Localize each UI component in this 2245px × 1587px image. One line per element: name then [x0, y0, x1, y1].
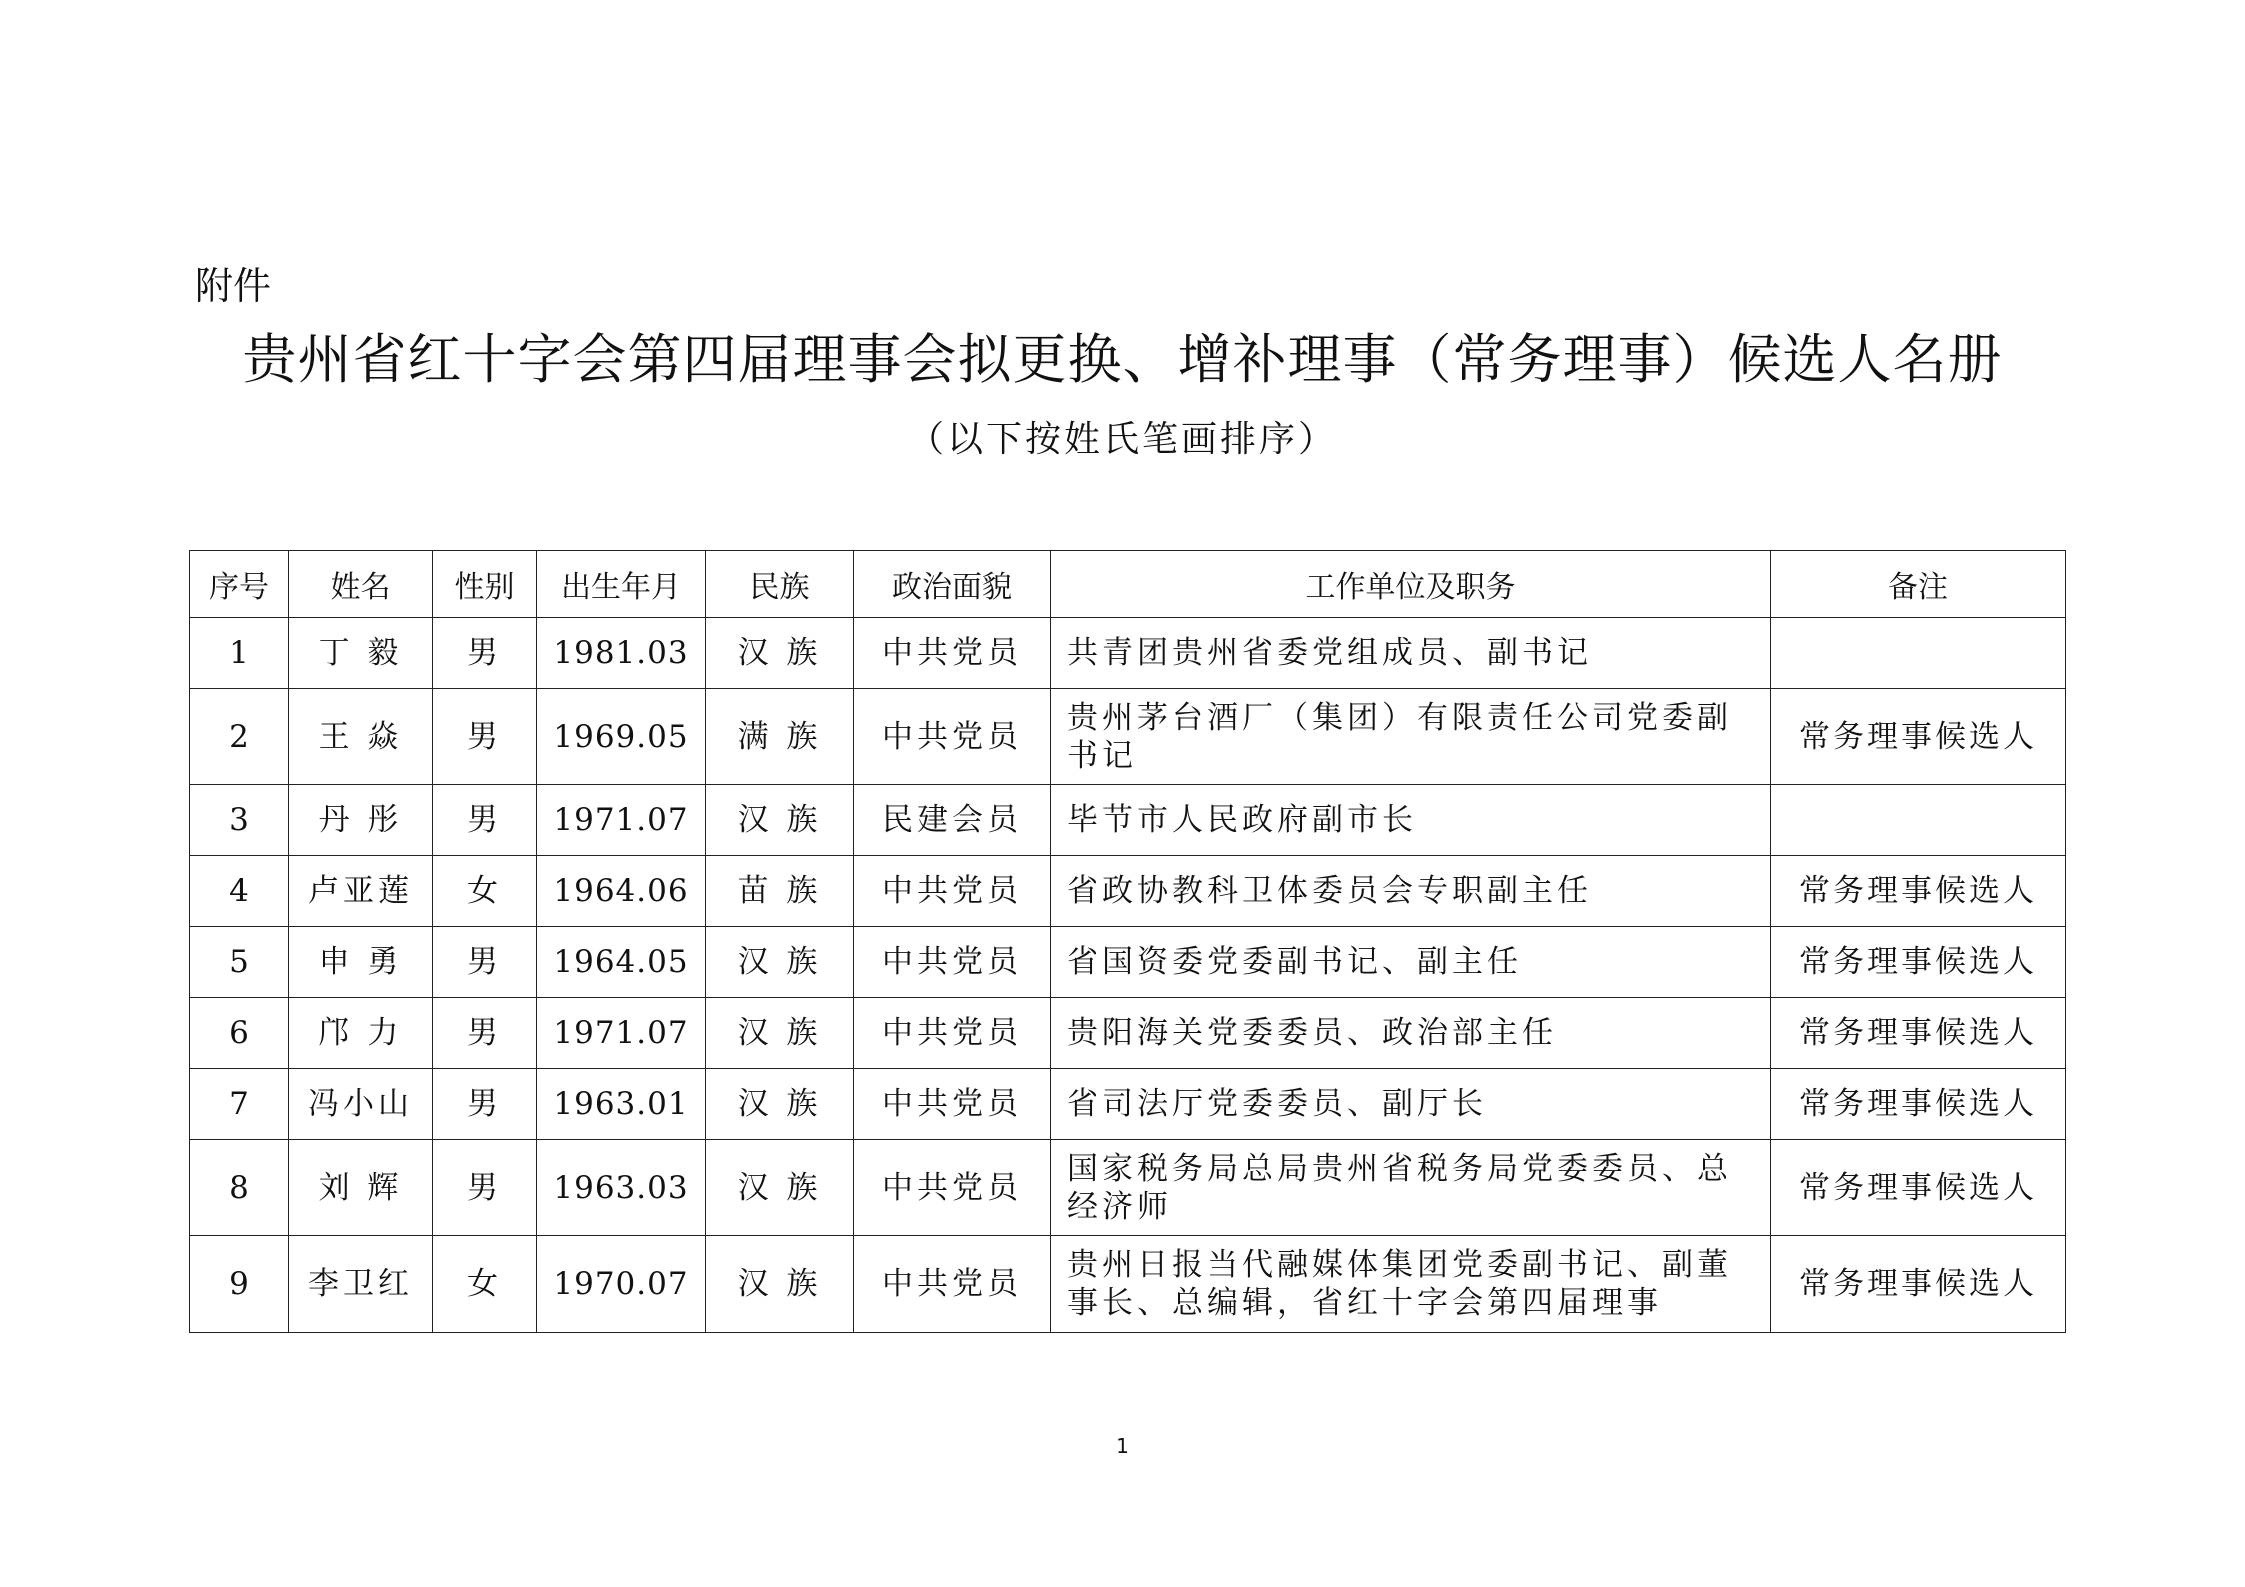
table-row	[190, 1236, 2066, 1333]
cell-note	[1771, 618, 2066, 689]
cell-birth: 1969.05	[537, 689, 706, 785]
cell-birth: 1963.01	[537, 1069, 706, 1140]
cell-gender: 男	[433, 689, 537, 785]
header-birth: 出生年月	[537, 551, 706, 618]
cell-no: 9	[190, 1236, 289, 1333]
table-row	[190, 856, 2066, 927]
cell-no: 4	[190, 856, 289, 927]
header-job: 工作单位及职务	[1051, 551, 1771, 618]
table-row	[190, 689, 2066, 785]
candidate-table	[189, 550, 2066, 1333]
cell-politics: 中共党员	[854, 856, 1051, 927]
cell-birth: 1971.07	[537, 785, 706, 856]
cell-politics: 中共党员	[854, 689, 1051, 785]
cell-politics: 中共党员	[854, 927, 1051, 998]
header-name: 姓名	[289, 551, 433, 618]
cell-name: 卢亚莲	[289, 856, 433, 927]
cell-no: 1	[190, 618, 289, 689]
cell-ethnicity: 满 族	[706, 689, 854, 785]
cell-job: 省司法厅党委委员、副厅长	[1051, 1069, 1771, 1140]
cell-ethnicity: 汉 族	[706, 785, 854, 856]
cell-note: 常务理事候选人	[1771, 856, 2066, 927]
header-no: 序号	[190, 551, 289, 618]
cell-ethnicity: 汉 族	[706, 1236, 854, 1333]
table-header-row	[190, 551, 2066, 618]
cell-birth: 1964.06	[537, 856, 706, 927]
cell-gender: 男	[433, 785, 537, 856]
cell-no: 8	[190, 1140, 289, 1236]
cell-name: 王 焱	[289, 689, 433, 785]
cell-politics: 中共党员	[854, 998, 1051, 1069]
cell-no: 3	[190, 785, 289, 856]
cell-job: 共青团贵州省委党组成员、副书记	[1051, 618, 1771, 689]
cell-name: 丹 彤	[289, 785, 433, 856]
cell-no: 7	[190, 1069, 289, 1140]
cell-name: 申 勇	[289, 927, 433, 998]
cell-note: 常务理事候选人	[1771, 1140, 2066, 1236]
table-row	[190, 618, 2066, 689]
cell-job: 毕节市人民政府副市长	[1051, 785, 1771, 856]
page-number: 1	[1116, 1434, 1129, 1458]
header-note: 备注	[1771, 551, 2066, 618]
table-row	[190, 785, 2066, 856]
cell-birth: 1981.03	[537, 618, 706, 689]
document-subtitle: （以下按姓氏笔画排序）	[907, 419, 1337, 460]
cell-birth: 1964.05	[537, 927, 706, 998]
cell-gender: 男	[433, 1140, 537, 1236]
cell-gender: 男	[433, 1069, 537, 1140]
cell-job: 贵阳海关党委委员、政治部主任	[1051, 998, 1771, 1069]
cell-ethnicity: 汉 族	[706, 998, 854, 1069]
cell-politics: 中共党员	[854, 618, 1051, 689]
cell-politics: 中共党员	[854, 1069, 1051, 1140]
cell-gender: 男	[433, 998, 537, 1069]
cell-no: 5	[190, 927, 289, 998]
cell-politics: 中共党员	[854, 1236, 1051, 1333]
header-gender: 性别	[433, 551, 537, 618]
table-row	[190, 1140, 2066, 1236]
cell-name: 丁 毅	[289, 618, 433, 689]
cell-note	[1771, 785, 2066, 856]
cell-politics: 民建会员	[854, 785, 1051, 856]
header-ethnicity: 民族	[706, 551, 854, 618]
cell-job: 省国资委党委副书记、副主任	[1051, 927, 1771, 998]
cell-ethnicity: 汉 族	[706, 618, 854, 689]
cell-birth: 1971.07	[537, 998, 706, 1069]
table-row	[190, 927, 2066, 998]
header-politics: 政治面貌	[854, 551, 1051, 618]
cell-ethnicity: 汉 族	[706, 1069, 854, 1140]
cell-name: 冯小山	[289, 1069, 433, 1140]
cell-gender: 男	[433, 927, 537, 998]
cell-note: 常务理事候选人	[1771, 998, 2066, 1069]
cell-job: 国家税务局总局贵州省税务局党委委员、总经济师	[1051, 1140, 1771, 1236]
cell-birth: 1970.07	[537, 1236, 706, 1333]
cell-name: 刘 辉	[289, 1140, 433, 1236]
cell-politics: 中共党员	[854, 1140, 1051, 1236]
table-row	[190, 1069, 2066, 1140]
attachment-label: 附件	[195, 264, 272, 308]
cell-birth: 1963.03	[537, 1140, 706, 1236]
cell-note: 常务理事候选人	[1771, 1236, 2066, 1333]
cell-no: 2	[190, 689, 289, 785]
cell-note: 常务理事候选人	[1771, 927, 2066, 998]
cell-job: 省政协教科卫体委员会专职副主任	[1051, 856, 1771, 927]
cell-note: 常务理事候选人	[1771, 1069, 2066, 1140]
cell-gender: 女	[433, 1236, 537, 1333]
document-title: 贵州省红十字会第四届理事会拟更换、增补理事（常务理事）候选人名册	[242, 328, 2003, 391]
cell-ethnicity: 汉 族	[706, 927, 854, 998]
cell-gender: 男	[433, 618, 537, 689]
cell-ethnicity: 汉 族	[706, 1140, 854, 1236]
cell-job: 贵州茅台酒厂（集团）有限责任公司党委副书记	[1051, 689, 1771, 785]
cell-name: 邝 力	[289, 998, 433, 1069]
cell-note: 常务理事候选人	[1771, 689, 2066, 785]
cell-no: 6	[190, 998, 289, 1069]
cell-gender: 女	[433, 856, 537, 927]
cell-ethnicity: 苗 族	[706, 856, 854, 927]
cell-name: 李卫红	[289, 1236, 433, 1333]
cell-job: 贵州日报当代融媒体集团党委副书记、副董事长、总编辑，省红十字会第四届理事	[1051, 1236, 1771, 1333]
table-row	[190, 998, 2066, 1069]
